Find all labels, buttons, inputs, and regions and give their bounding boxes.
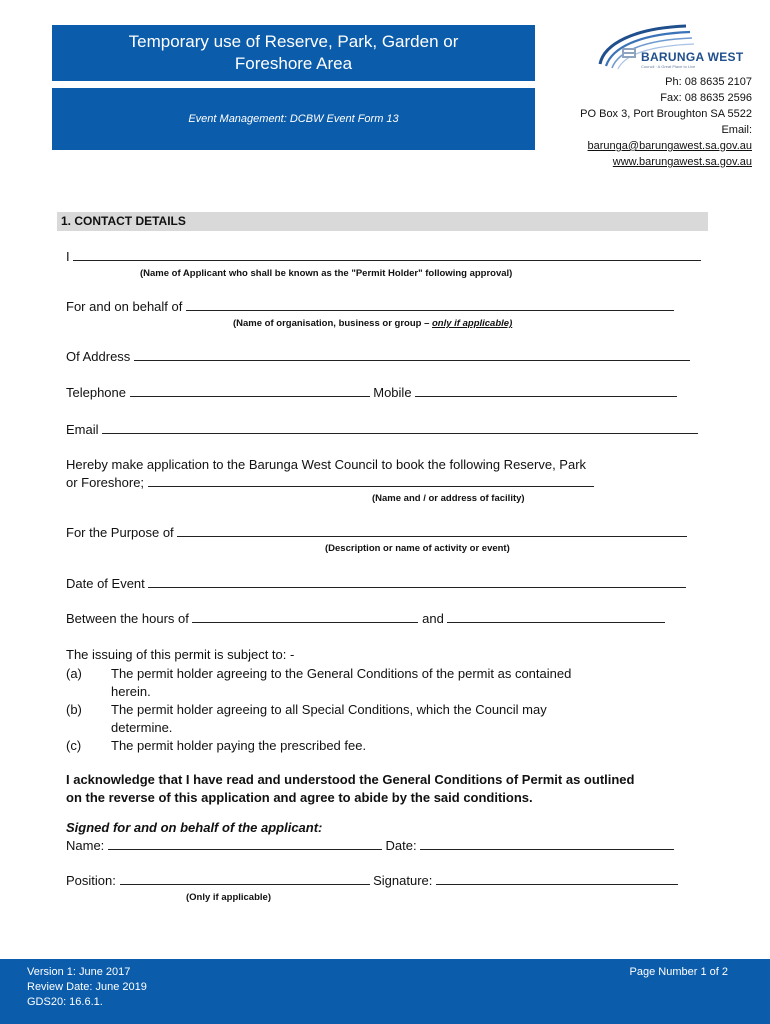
telephone-label: Telephone xyxy=(66,385,126,400)
facility-caption: (Name and / or address of facility) xyxy=(372,493,525,504)
footer-gds: GDS20: 16.6.1. xyxy=(27,996,103,1008)
applicant-name-field[interactable] xyxy=(73,249,701,261)
address-row xyxy=(66,349,690,364)
name-date-row xyxy=(66,838,674,853)
behalf-label: For and on behalf of xyxy=(66,299,183,314)
contact-email-link[interactable]: barunga@barungawest.sa.gov.au xyxy=(587,140,752,152)
name-field[interactable] xyxy=(108,838,382,850)
contact-fax: Fax: 08 8635 2596 xyxy=(660,92,752,104)
applicant-row xyxy=(66,249,701,264)
purpose-row xyxy=(66,525,687,540)
signature-label: Signature: xyxy=(373,873,433,888)
form-title-line2: Foreshore Area xyxy=(234,54,353,73)
date-row xyxy=(66,576,686,591)
position-label: Position: xyxy=(66,873,116,888)
acknowledgement-line2: on the reverse of this application and agree to abide by the said conditions. xyxy=(66,790,533,805)
behalf-field[interactable] xyxy=(186,299,674,311)
condition-item xyxy=(66,665,706,701)
hours-row xyxy=(66,611,665,626)
date-of-event-field[interactable] xyxy=(148,576,686,588)
form-subtitle: Event Management: DCBW Event Form 13 xyxy=(188,113,399,125)
behalf-caption xyxy=(233,318,512,329)
acknowledgement xyxy=(66,771,716,807)
email-field[interactable] xyxy=(102,422,698,434)
section-heading: 1. CONTACT DETAILS xyxy=(57,212,708,231)
footer-version-block xyxy=(27,965,147,1010)
logo-text: BARUNGA WEST xyxy=(641,50,744,64)
contact-phone: Ph: 08 8635 2107 xyxy=(665,76,752,88)
purpose-field[interactable] xyxy=(177,525,687,537)
purpose-caption: (Description or name of activity or event) xyxy=(325,543,510,554)
contact-postal: PO Box 3, Port Broughton SA 5522 xyxy=(580,108,752,120)
date-of-event-label: Date of Event xyxy=(66,576,145,591)
logo-subtext: Council · A Great Place to Live xyxy=(641,64,696,69)
telephone-field[interactable] xyxy=(130,385,370,397)
mobile-label: Mobile xyxy=(373,385,412,400)
hereby-row2 xyxy=(66,475,594,490)
name-label: Name: xyxy=(66,838,105,853)
condition-label: (b) xyxy=(66,702,82,717)
condition-label: (a) xyxy=(66,666,82,681)
purpose-label: For the Purpose of xyxy=(66,525,174,540)
contact-website-link[interactable]: www.barungawest.sa.gov.au xyxy=(612,156,752,168)
condition-text-line2: determine. xyxy=(111,720,173,735)
date-label: Date: xyxy=(385,838,417,853)
date-field[interactable] xyxy=(420,838,674,850)
behalf-caption-underlined: only if applicable) xyxy=(432,318,513,329)
council-logo xyxy=(594,22,754,72)
address-label: Of Address xyxy=(66,349,131,364)
hereby-line1: Hereby make application to the Barunga West Council to book the following Reserve, Park xyxy=(66,457,587,472)
position-signature-row xyxy=(66,873,678,888)
condition-item xyxy=(66,701,706,737)
contact-block xyxy=(580,74,752,170)
acknowledgement-line1: I acknowledge that I have read and understood the General Conditions of Permit as outlined xyxy=(66,772,635,787)
condition-text-line2: herein. xyxy=(111,684,151,699)
hours-to-field[interactable] xyxy=(447,611,665,623)
hours-from-field[interactable] xyxy=(192,611,418,623)
hours-and-label: and xyxy=(422,611,444,626)
position-caption: (Only if applicable) xyxy=(186,892,271,903)
applicant-caption: (Name of Applicant who shall be known as the "Permit Holder" following approval) xyxy=(140,268,513,279)
contact-email-label: Email: xyxy=(721,124,752,136)
facility-field[interactable] xyxy=(148,475,594,487)
footer-review-date: Review Date: June 2019 xyxy=(27,981,147,993)
applicant-prefix: I xyxy=(66,249,70,264)
condition-label: (c) xyxy=(66,738,82,753)
signed-heading: Signed for and on behalf of the applicant: xyxy=(66,820,323,835)
signature-field[interactable] xyxy=(436,873,678,885)
hereby-line2: or Foreshore; xyxy=(66,475,145,490)
condition-item xyxy=(66,737,706,755)
condition-text-line1: The permit holder agreeing to the General Conditions of the permit as contained xyxy=(111,666,572,681)
footer-version: Version 1: June 2017 xyxy=(27,966,131,978)
conditions-intro: The issuing of this permit is subject to: - xyxy=(66,647,295,662)
telephone-row xyxy=(66,385,677,400)
footer-page-number: Page Number 1 of 2 xyxy=(629,966,728,978)
email-label: Email xyxy=(66,422,99,437)
form-subtitle-box xyxy=(52,88,535,150)
form-title-box xyxy=(52,25,535,81)
mobile-field[interactable] xyxy=(415,385,677,397)
form-title-line1: Temporary use of Reserve, Park, Garden or xyxy=(128,32,459,51)
address-field[interactable] xyxy=(134,349,690,361)
condition-text-line1: The permit holder agreeing to all Special Conditions, which the Council may xyxy=(111,702,547,717)
position-field[interactable] xyxy=(120,873,370,885)
page-footer xyxy=(0,959,770,1024)
behalf-caption-main: (Name of organisation, business or group – xyxy=(233,318,432,329)
email-row xyxy=(66,422,698,437)
condition-text-line1: The permit holder paying the prescribed fee. xyxy=(111,738,367,753)
hours-label: Between the hours of xyxy=(66,611,189,626)
behalf-row xyxy=(66,299,674,314)
